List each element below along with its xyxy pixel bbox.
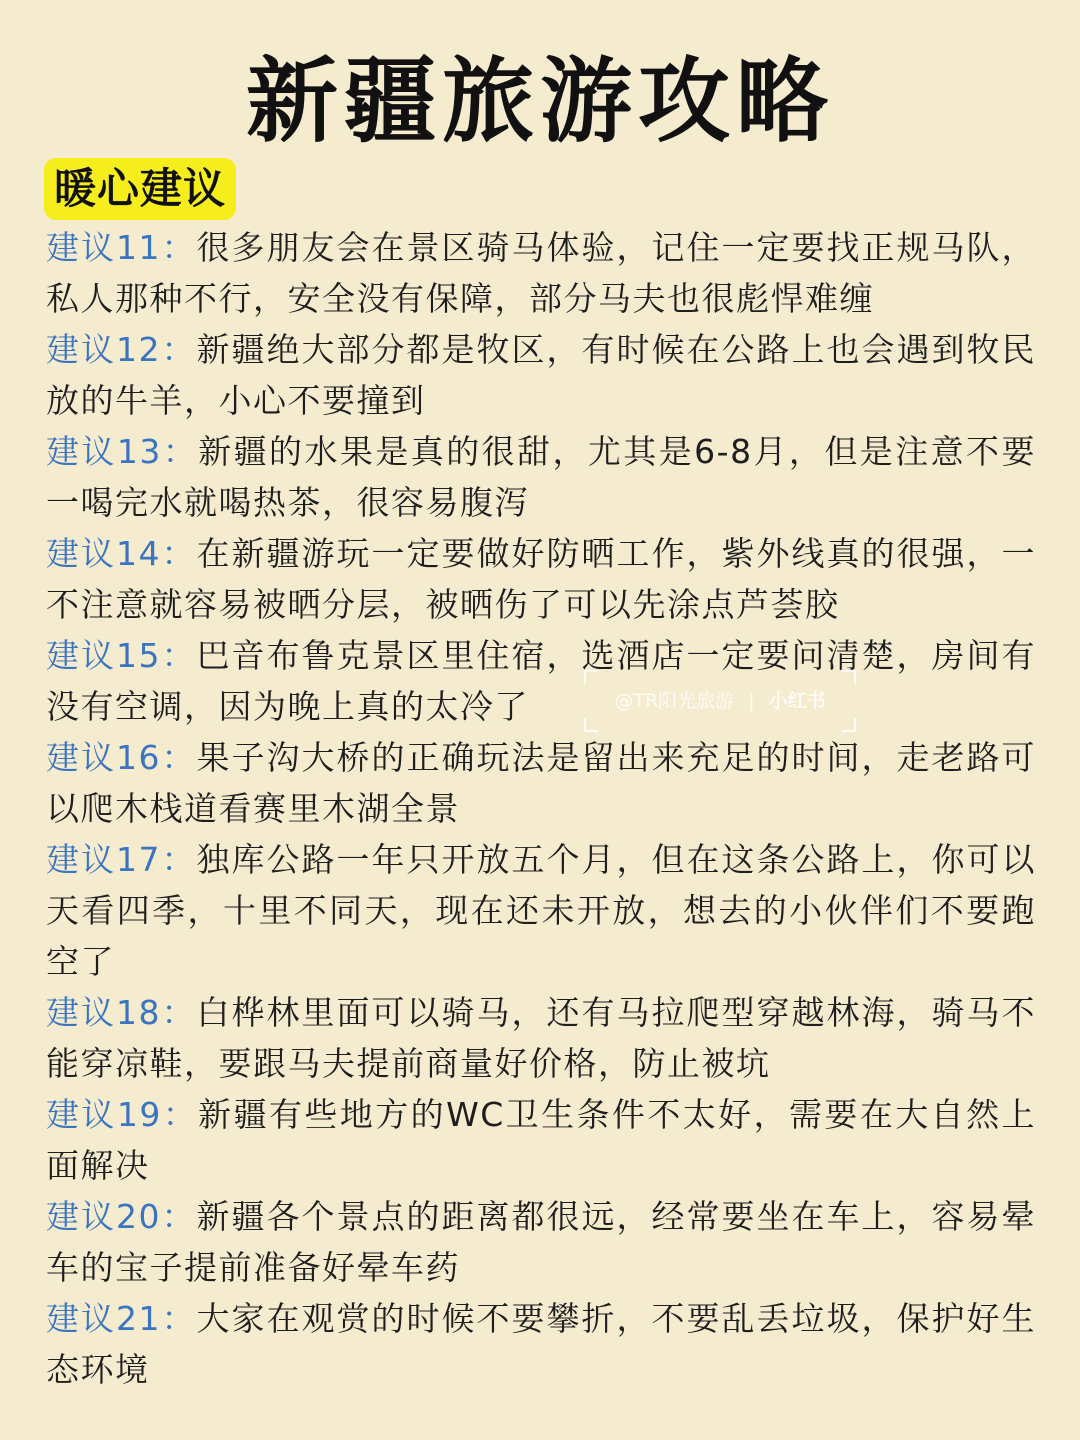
- tip-item: [46, 1293, 1036, 1395]
- tip-label: 建议11：: [46, 228, 197, 267]
- tip-item: [46, 1089, 1036, 1191]
- tip-item: [46, 987, 1036, 1089]
- tip-label: 建议19：: [46, 1095, 199, 1134]
- tip-item: [46, 834, 1036, 987]
- watermark-account: @TR阳光旅游: [614, 690, 735, 712]
- section-badge: 暖心建议: [44, 158, 236, 220]
- tip-label: 建议15：: [46, 636, 197, 675]
- tip-label: 建议14：: [46, 534, 197, 573]
- tip-item: [46, 528, 1036, 630]
- xiaohongshu-logo: 小红书: [768, 690, 826, 712]
- watermark-corner: [842, 718, 856, 732]
- tip-text: 在新疆游玩一定要做好防晒工作，紫外线真的很强，一不注意就容易被晒分层，被晒伤了可以先涂点芦荟胶: [46, 534, 1036, 624]
- tip-label: 建议16：: [46, 738, 197, 777]
- tip-label: 建议20：: [46, 1197, 197, 1236]
- tip-text: 新疆各个景点的距离都很远，经常要坐在车上，容易晕车的宝子提前准备好晕车药: [46, 1197, 1036, 1287]
- tip-text: 白桦林里面可以骑马，还有马拉爬型穿越林海，骑马不能穿凉鞋，要跟马夫提前商量好价格，防止被坑: [46, 993, 1036, 1083]
- watermark: [584, 670, 856, 732]
- tip-label: 建议13：: [46, 432, 199, 471]
- tip-item: [46, 1191, 1036, 1293]
- watermark-corner: [584, 718, 598, 732]
- tip-item: [46, 732, 1036, 834]
- tip-text: 大家在观赏的时候不要攀折，不要乱丢垃圾，保护好生态环境: [46, 1299, 1036, 1389]
- tip-text: 独库公路一年只开放五个月，但在这条公路上，你可以天看四季，十里不同天，现在还未开放，想去的小伙伴们不要跑空了: [46, 840, 1036, 981]
- tip-label: 建议18：: [46, 993, 197, 1032]
- tip-label: 建议12：: [46, 330, 197, 369]
- tip-item: [46, 222, 1036, 324]
- tip-item: [46, 426, 1036, 528]
- tip-text: 新疆绝大部分都是牧区，有时候在公路上也会遇到牧民放的牛羊，小心不要撞到: [46, 330, 1036, 420]
- tip-text: 新疆有些地方的WC卫生条件不太好，需要在大自然上面解决: [46, 1095, 1037, 1185]
- tip-label: 建议21：: [46, 1299, 197, 1338]
- tip-item: [46, 630, 1036, 732]
- tip-text: 巴音布鲁克景区里住宿，选酒店一定要问清楚，房间有没有空调，因为晚上真的太冷了: [46, 636, 1036, 726]
- watermark-separator: |: [748, 690, 755, 712]
- tip-text: 新疆的水果是真的很甜，尤其是6-8月，但是注意不要一喝完水就喝热茶，很容易腹泻: [46, 432, 1036, 522]
- page-title: 新疆旅游攻略: [245, 48, 834, 155]
- tips-list: [46, 222, 1036, 1395]
- watermark-corner: [842, 670, 856, 684]
- watermark-corner: [584, 670, 598, 684]
- tip-text: 很多朋友会在景区骑马体验，记住一定要找正规马队，私人那种不行，安全没有保障，部分马夫也很彪悍难缠: [46, 228, 1036, 318]
- tip-item: [46, 324, 1036, 426]
- tip-label: 建议17：: [46, 840, 197, 879]
- tip-text: 果子沟大桥的正确玩法是留出来充足的时间，走老路可以爬木栈道看赛里木湖全景: [46, 738, 1036, 828]
